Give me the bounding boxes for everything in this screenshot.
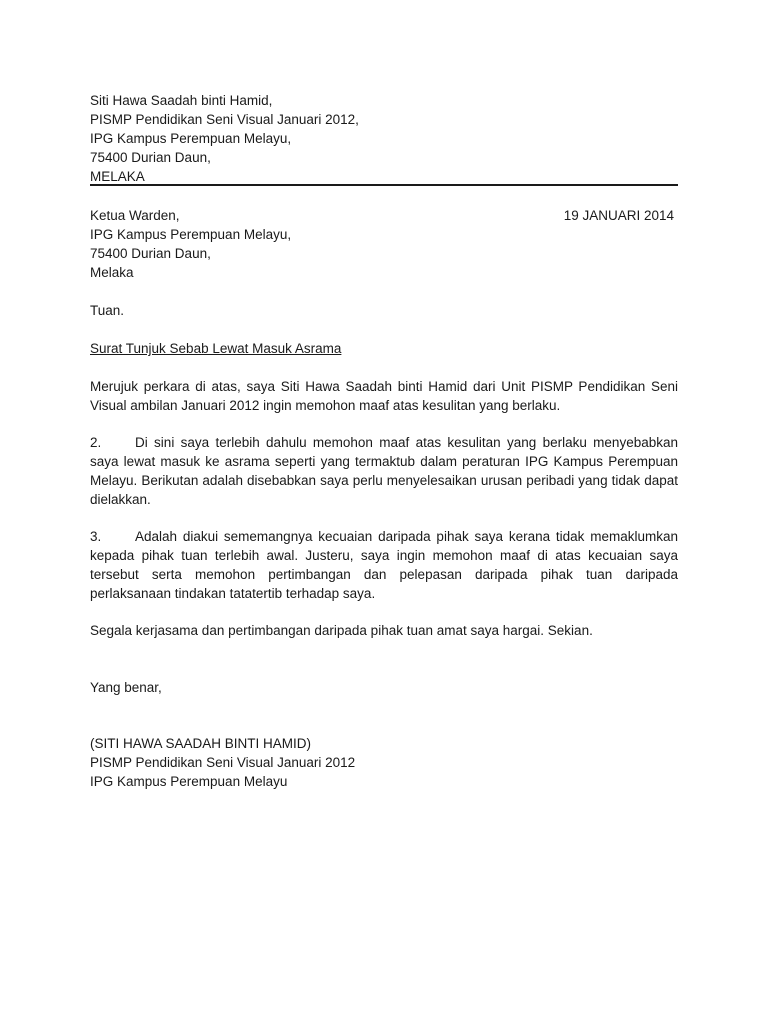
signature-institution: IPG Kampus Perempuan Melayu xyxy=(90,774,288,789)
recipient-institution: IPG Kampus Perempuan Melayu, xyxy=(90,227,292,242)
signature-programme: PISMP Pendidikan Seni Visual Januari 2012 xyxy=(90,755,356,770)
paragraph-2-number: 2. xyxy=(90,435,102,450)
paragraph-3-number: 3. xyxy=(90,529,102,544)
sender-name: Siti Hawa Saadah binti Hamid, xyxy=(90,93,273,108)
paragraph-3-text: Adalah diakui sememangnya kecuaian daripada pihak saya kerana tidak memaklumkan kepada pihak tuan terlebih awal. Justeru, saya ingin memohon maaf di atas kecuaian saya tersebut serta memohon pertimbangan dan pelepasan daripada pihak tuan daripada perlaksanaan tindakan tatatertib terhadap saya. xyxy=(90,529,678,601)
sender-institution: IPG Kampus Perempuan Melayu, xyxy=(90,131,292,146)
header-divider xyxy=(90,184,678,186)
recipient-postcode-city: 75400 Durian Daun, xyxy=(90,246,211,261)
paragraph-1 xyxy=(90,377,678,415)
letter-date: 19 JANUARI 2014 xyxy=(563,208,674,223)
letter-subject: Surat Tunjuk Sebab Lewat Masuk Asrama xyxy=(90,341,342,356)
paragraph-4 xyxy=(90,621,678,640)
paragraph-1-text: Merujuk perkara di atas, saya Siti Hawa Saadah binti Hamid dari Unit PISMP Pendidikan Seni Visual ambilan Januari 2012 ingin memohon maaf atas kesulitan yang berlaku. xyxy=(90,379,678,413)
closing: Yang benar, xyxy=(90,680,162,695)
paragraph-3 xyxy=(90,527,678,603)
salutation: Tuan. xyxy=(90,303,125,318)
signature-block xyxy=(90,734,355,791)
sender-address xyxy=(90,91,359,186)
recipient-state: Melaka xyxy=(90,265,134,280)
paragraph-4-text: Segala kerjasama dan pertimbangan daripada pihak tuan amat saya hargai. Sekian. xyxy=(90,623,593,638)
sender-state: MELAKA xyxy=(90,169,145,184)
recipient-address xyxy=(90,206,291,282)
sender-programme: PISMP Pendidikan Seni Visual Januari 2012, xyxy=(90,112,359,127)
recipient-title: Ketua Warden, xyxy=(90,208,180,223)
signature-name: (SITI HAWA SAADAH BINTI HAMID) xyxy=(90,736,312,751)
sender-postcode-city: 75400 Durian Daun, xyxy=(90,150,211,165)
paragraph-2 xyxy=(90,433,678,509)
paragraph-2-text: Di sini saya terlebih dahulu memohon maaf atas kesulitan yang berlaku menyebabkan saya lewat masuk ke asrama seperti yang termaktub dalam peraturan IPG Kampus Perempuan Melayu. Berikutan adalah disebabkan saya perlu menyelesaikan urusan peribadi yang tidak dapat dielakkan. xyxy=(90,435,678,507)
